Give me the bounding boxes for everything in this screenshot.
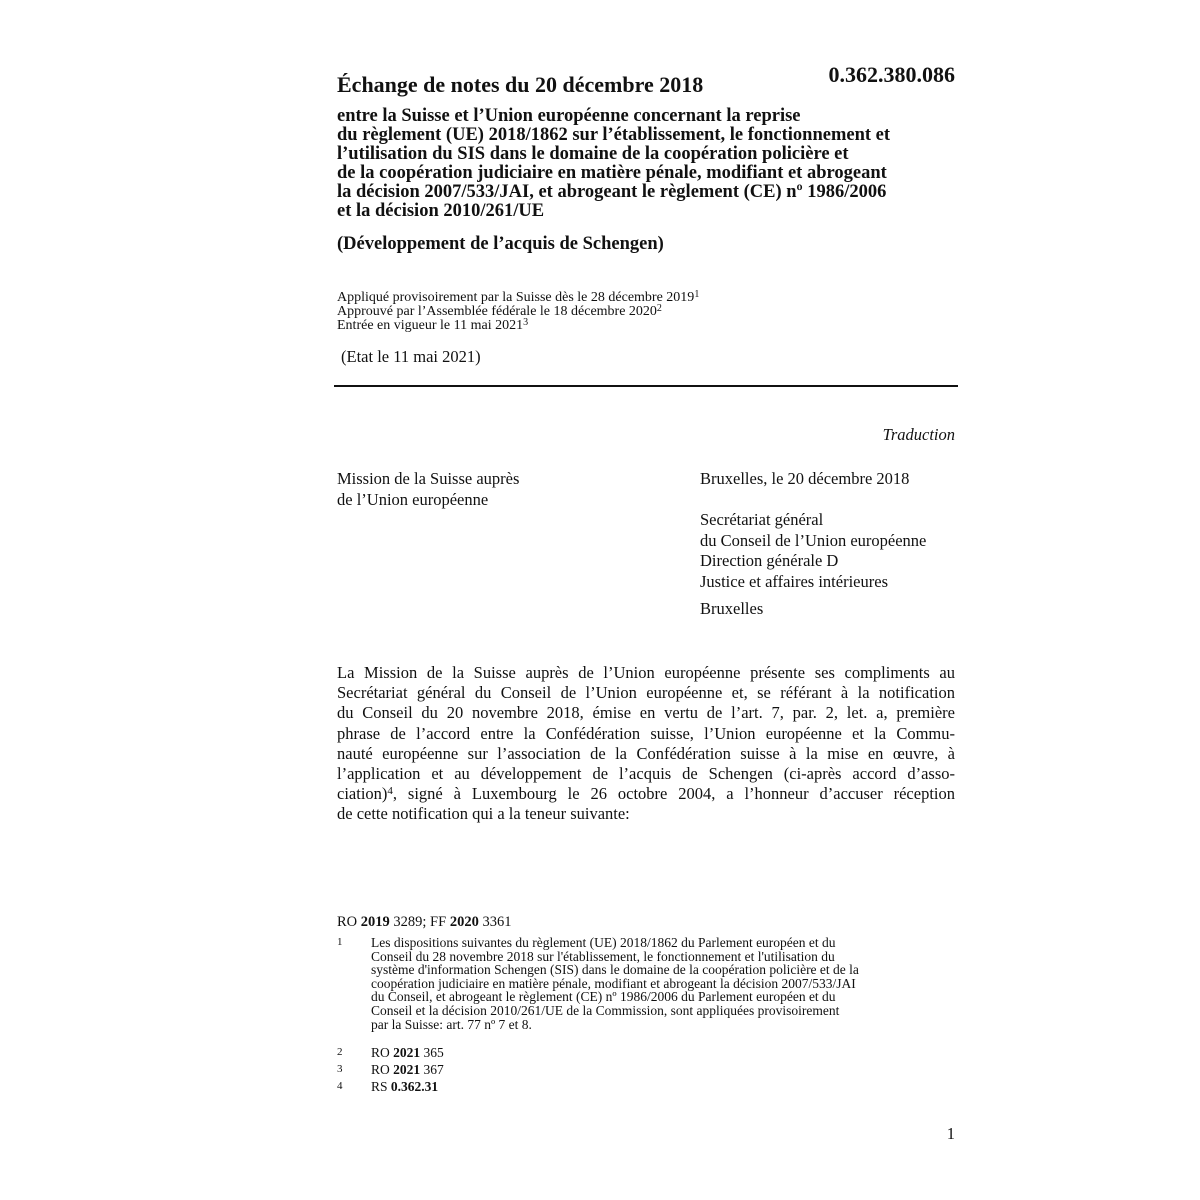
body-line: nauté européenne sur l’association de la Confédération suisse à la mise en œuvre, à [337, 743, 955, 763]
sender-block [337, 469, 519, 510]
footnote-line: Conseil du 28 novembre 2018 sur l'établissement, le fonctionnement et l'utilisation du [371, 948, 835, 964]
subtitle-line: de la coopération judiciaire en matière pénale, modifiant et abrogeant [337, 163, 887, 183]
footnote-ref[interactable]: 1 [694, 289, 700, 300]
footnote-line: coopération judiciaire en matière pénale, modifiant et abrogeant la décision 2007/533/JAI [371, 975, 856, 991]
meta-applied: Appliqué provisoirement par la Suisse dès le 28 décembre 2019$^1$ [337, 289, 700, 305]
footnote-2: 2 RO 2021 365 [337, 1045, 444, 1060]
official-compilation-ref: RO 2019 3289; FF 2020 3361 [337, 914, 512, 930]
subtitle-line: entre la Suisse et l’Union européenne concernant la reprise [337, 106, 801, 126]
footnote-number: 1 [337, 936, 343, 948]
recipient-block [700, 510, 926, 592]
recipient-line: Secrétariat général [700, 510, 824, 529]
footnote-line: système d'information Schengen (SIS) dans le domaine de la coopération policière et de la [371, 962, 859, 978]
document-title: Échange de notes du 20 décembre 2018 [337, 72, 704, 97]
footnote-number: 2 [337, 1046, 343, 1058]
schengen-note: (Développement de l’acquis de Schengen) [337, 234, 664, 254]
body-line: Secrétariat général du Conseil de l’Union européenne et, se référant à la notification [337, 683, 955, 703]
body-line: de cette notification qui a la teneur suivante: [337, 804, 630, 824]
page-number: 1 [946, 1124, 955, 1143]
footnote-1 [337, 936, 957, 1031]
footnote-3: 3 RO 2021 367 [337, 1062, 444, 1077]
footnote-number: 3 [337, 1063, 343, 1075]
body-line: l’application et au développement de l’acquis de Schengen (ci-après accord d’asso- [337, 764, 955, 784]
recipient-line: du Conseil de l’Union européenne [700, 530, 927, 550]
document-subtitle [337, 107, 957, 221]
sender-line: Mission de la Suisse auprès [337, 469, 520, 488]
body-line: phrase de l’accord entre la Confédération suisse, l’Union européenne et la Commu- [337, 723, 955, 743]
footnote-ref[interactable]: 3 [523, 317, 529, 328]
recipient-line: Justice et affaires intérieures [700, 571, 888, 591]
publication-meta [337, 291, 699, 333]
recipient-line: Direction générale D [700, 551, 839, 570]
body-line: du Conseil du 20 novembre 2018, émise en vertu de l’art. 7, par. 2, let. a, première [337, 703, 955, 723]
body-line: La Mission de la Suisse auprès de l’Union européenne présente ses compliments au [337, 663, 955, 682]
footnote-ref[interactable]: 4 [387, 785, 393, 798]
footnote-line: du Conseil, et abrogeant le règlement (CE) nº 1986/2006 du Parlement européen et du [371, 989, 836, 1005]
footnote-number: 4 [337, 1080, 343, 1092]
document-number: 0.362.380.086 [828, 62, 955, 87]
body-paragraph [337, 663, 955, 825]
subtitle-line: la décision 2007/533/JAI, et abrogeant le règlement (CE) nº 1986/2006 [337, 182, 887, 202]
footnote-line: Conseil et la décision 2010/261/UE de la Commission, sont appliquées provisoirement [371, 1002, 840, 1018]
subtitle-line: l’utilisation du SIS dans le domaine de la coopération policière et [337, 144, 849, 164]
meta-approved: Approuvé par l’Assemblée fédérale le 18 décembre 2020$^2$ [337, 303, 662, 319]
status-date: (Etat le 11 mai 2021) [341, 347, 481, 366]
footnote-line: Les dispositions suivantes du règlement (UE) 2018/1862 du Parlement européen et du [371, 935, 836, 950]
sender-line: de l’Union européenne [337, 489, 489, 509]
footnote-4: 4 RS 0.362.31 [337, 1079, 439, 1094]
subtitle-line: du règlement (UE) 2018/1862 sur l’établissement, le fonctionnement et [337, 125, 891, 145]
footnote-ref[interactable]: 2 [656, 303, 662, 314]
translation-label: Traduction [882, 425, 955, 444]
header-divider [334, 385, 958, 387]
body-line: ciation)$^4$, signé à Luxembourg le 26 octobre 2004, a l’honneur d’accuser réception [337, 784, 955, 804]
meta-in-force: Entrée en vigueur le 11 mai 2021$^3$ [337, 317, 529, 333]
subtitle-line: et la décision 2010/261/UE [337, 201, 545, 221]
recipient-city: Bruxelles [700, 599, 764, 618]
letter-date: Bruxelles, le 20 décembre 2018 [700, 469, 910, 488]
footnote-line: par la Suisse: art. 77 nº 7 et 8. [371, 1016, 532, 1032]
